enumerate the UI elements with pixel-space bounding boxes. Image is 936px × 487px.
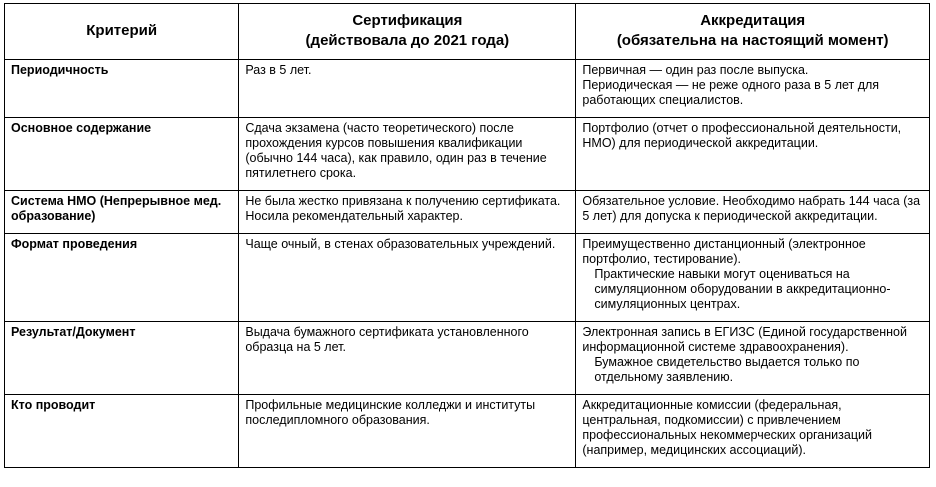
accreditation-line: Практические навыки могут оцениваться на симуляционном оборудовании в аккредитационно-симуляционных центрах. <box>594 267 891 311</box>
accreditation-cell <box>576 60 930 118</box>
criterion-cell: Основное содержание <box>5 118 239 191</box>
table-row <box>5 395 930 468</box>
header-criterion-label: Критерий <box>86 21 158 39</box>
certification-cell: Чаще очный, в стенах образовательных учреждений. <box>239 234 576 322</box>
certification-cell: Выдача бумажного сертификата установленного образца на 5 лет. <box>239 322 576 395</box>
accreditation-cell <box>576 395 930 468</box>
header-certification-subtitle: (действовала до 2021 года) <box>305 31 510 49</box>
table-row <box>5 118 930 191</box>
certification-cell: Не была жестко привязана к получению сертификата. Носила рекомендательный характер. <box>239 191 576 234</box>
header-certification-title: Сертификация <box>352 11 463 29</box>
accreditation-line: Периодическая — не реже одного раза в 5 лет для работающих специалистов. <box>582 78 880 107</box>
header-criterion <box>5 4 239 60</box>
accreditation-line: Первичная — один раз после выпуска. <box>582 63 809 77</box>
accreditation-line: Бумажное свидетельство выдается только по отдельному заявлению. <box>594 355 860 384</box>
comparison-table <box>4 3 930 468</box>
table-row <box>5 60 930 118</box>
certification-cell: Сдача экзамена (часто теоретического) после прохождения курсов повышения квалификации (обычно 144 часа), как правило, один раз в течение пятилетнего срока. <box>239 118 576 191</box>
accreditation-line: Преимущественно дистанционный (электронное портфолио, тестирование). <box>582 237 866 266</box>
criterion-cell: Формат проведения <box>5 234 239 322</box>
criterion-cell: Периодичность <box>5 60 239 118</box>
certification-cell: Профильные медицинские колледжи и институты последипломного образования. <box>239 395 576 468</box>
accreditation-line: Обязательное условие. Необходимо набрать 144 часа (за 5 лет) для допуска к периодической аккредитации. <box>582 194 921 223</box>
table-row <box>5 191 930 234</box>
criterion-cell: Результат/Документ <box>5 322 239 395</box>
accreditation-cell <box>576 118 930 191</box>
certification-cell: Раз в 5 лет. <box>239 60 576 118</box>
criterion-cell: Кто проводит <box>5 395 239 468</box>
accreditation-line: Электронная запись в ЕГИЗС (Единой государственной информационной системе здравоохранения). <box>582 325 907 354</box>
table-row <box>5 234 930 322</box>
header-accreditation <box>576 4 930 60</box>
table-row <box>5 322 930 395</box>
accreditation-line: Аккредитационные комиссии (федеральная, центральная, подкомиссии) с привлечением профессиональных некоммерческих организаций (например, медицинских ассоциаций). <box>582 398 872 457</box>
criterion-cell: Система НМО (Непрерывное мед. образование) <box>5 191 239 234</box>
header-certification <box>239 4 576 60</box>
accreditation-line: Портфолио (отчет о профессиональной деятельности, НМО) для периодической аккредитации. <box>582 121 902 150</box>
accreditation-cell <box>576 234 930 322</box>
table-header-row <box>5 4 930 60</box>
header-accreditation-subtitle: (обязательна на настоящий момент) <box>616 31 889 49</box>
header-accreditation-title: Аккредитация <box>700 11 806 29</box>
accreditation-cell <box>576 322 930 395</box>
accreditation-cell <box>576 191 930 234</box>
